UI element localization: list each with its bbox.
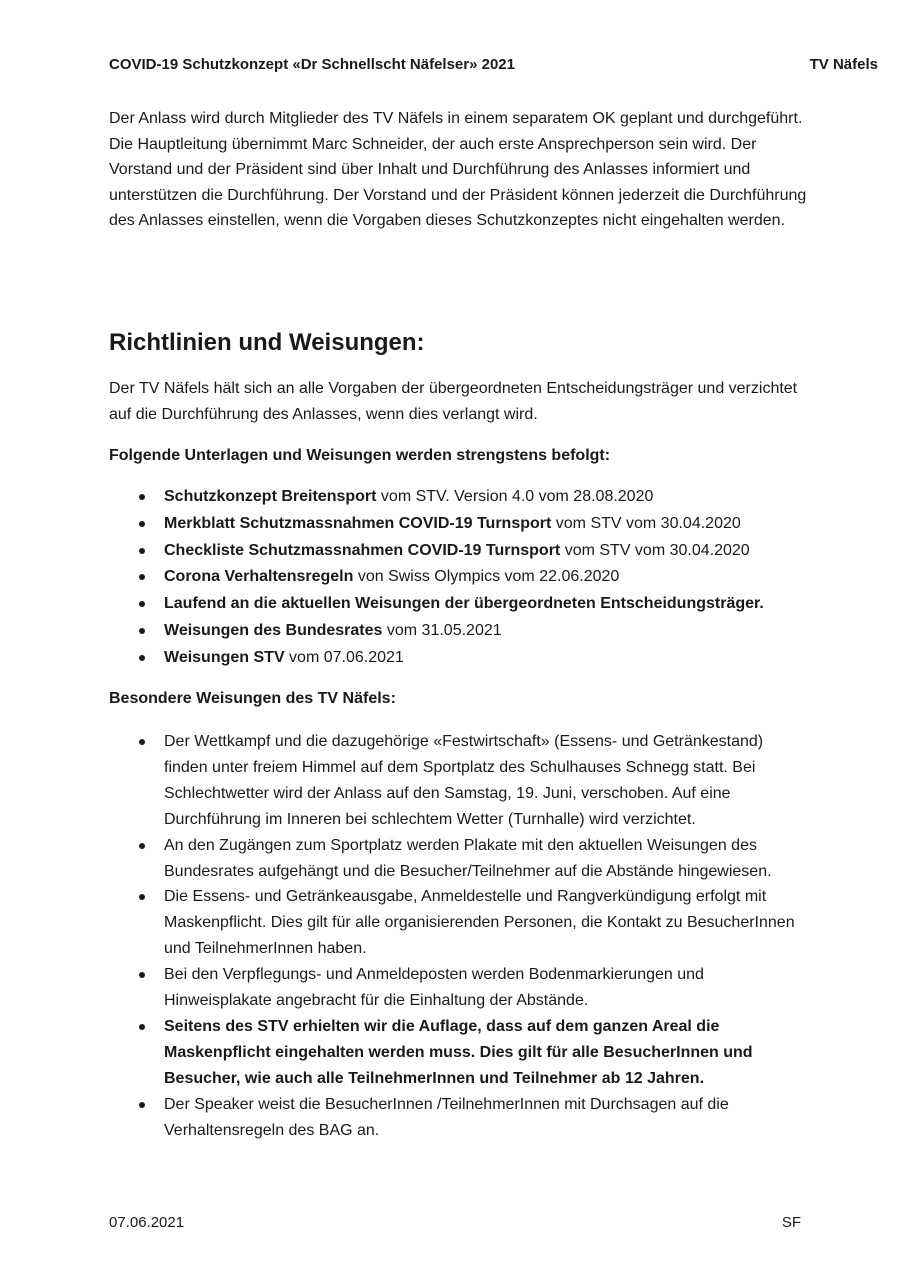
list-item-bold-text: Laufend an die aktuellen Weisungen der übergeordneten Entscheidungsträger. (164, 595, 764, 613)
list-item (109, 618, 809, 645)
bullet-icon (139, 972, 145, 978)
bullet-icon (139, 843, 145, 849)
bullet-icon (139, 521, 145, 527)
list-item-text: von Swiss Olympics vom 22.06.2020 (353, 568, 620, 586)
list-item (109, 962, 809, 1014)
header-title: COVID-19 Schutzkonzept «Dr Schnellscht Näfelser» 2021 (109, 56, 515, 73)
list-item-text: An den Zugängen zum Sportplatz werden Plakate mit den aktuellen Weisungen des Bundesrates aufgehängt und die Besucher/Teilnehmer auf die Abstände hingewiesen. (164, 836, 772, 880)
footer-date: 07.06.2021 (109, 1214, 185, 1231)
list-item (109, 564, 809, 591)
list-item-text: Der Speaker weist die BesucherInnen /TeilnehmerInnen mit Durchsagen auf die Verhaltensregeln des BAG an. (164, 1095, 729, 1139)
bullet-icon (139, 1102, 145, 1108)
list-item (109, 645, 809, 672)
list-item (109, 729, 809, 833)
list-item-bold-text: Schutzkonzept Breitensport (164, 488, 377, 505)
list-item (109, 1092, 809, 1144)
bullet-icon (139, 1024, 145, 1030)
section-paragraph: Der TV Näfels hält sich an alle Vorgaben der übergeordneten Entscheidungsträger und verzichtet auf die Durchführung des Anlasses, wenn dies verlangt wird. (109, 380, 798, 423)
list-item-text: Die Essens- und Getränkeausgabe, Anmeldestelle und Rangverkündigung erfolgt mit Maskenpflicht. Dies gilt für alle organisierenden Personen, die Kontakt zu BesucherInnen und TeilnehmerInnen haben. (164, 888, 795, 958)
bullet-icon (139, 894, 145, 900)
special-heading: Besondere Weisungen des TV Näfels: (109, 690, 396, 707)
page-footer (109, 1213, 801, 1233)
bullet-icon (139, 601, 145, 607)
footer-initials: SF (781, 1214, 801, 1231)
list-item-text: vom STV vom 30.04.2020 (551, 514, 741, 532)
list-item-bold-text: Checkliste Schutzmassnahmen COVID-19 Turnsport (164, 541, 561, 559)
bullet-icon (139, 574, 145, 580)
bullet-icon (139, 548, 145, 554)
bullet-icon (139, 655, 145, 661)
intro-paragraph: Der Anlass wird durch Mitglieder des TV Näfels in einem separatem OK geplant und durchgeführt. Die Hauptleitung übernimmt Marc Schneider, der auch erste Ansprechperson sein wird. Der Vorstand und der Präsident sind über Inhalt und Durchführung des Anlasses informiert und unterstützen die Durchführung. Der Vorstand und der Präsident können jederzeit die Durchführung des Anlasses einstellen, wenn die Vorgaben dieses Schutzkonzeptes nicht eingehalten werden. (109, 110, 807, 229)
special-instructions-list (109, 729, 809, 1144)
header-organization: TV Näfels (809, 56, 878, 73)
list-item (109, 538, 809, 565)
bullet-icon (139, 739, 145, 745)
documents-heading: Folgende Unterlagen und Weisungen werden strengstens befolgt: (109, 447, 611, 464)
list-item (109, 591, 809, 618)
page-header (109, 55, 878, 75)
list-item (109, 484, 809, 511)
section-heading: Richtlinien und Weisungen: (109, 329, 425, 356)
bullet-icon (139, 628, 145, 634)
list-item-bold-text: Weisungen STV (164, 648, 285, 666)
list-item (109, 1014, 809, 1092)
list-item-text: vom STV. Version 4.0 vom 28.08.2020 (376, 488, 654, 505)
list-item-bold-text: Merkblatt Schutzmassnahmen COVID-19 Turnsport (164, 514, 552, 532)
list-item-text: vom 07.06.2021 (284, 648, 404, 666)
list-item (109, 511, 809, 538)
documents-list (109, 484, 809, 672)
list-item-bold-text: Corona Verhaltensregeln (164, 568, 354, 586)
list-item-text: vom 31.05.2021 (382, 621, 502, 639)
list-item-bold-text: Seitens des STV erhielten wir die Auflage, dass auf dem ganzen Areal die Maskenpflicht eingehalten werden muss. Dies gilt für alle BesucherInnen und Besucher, wie auch alle TeilnehmerInnen und Teilnehmer ab 12 Jahren. (164, 1017, 753, 1087)
list-item (109, 884, 809, 962)
bullet-icon (139, 494, 145, 500)
list-item (109, 833, 809, 885)
list-item-bold-text: Weisungen des Bundesrates (164, 621, 383, 639)
list-item-text: Bei den Verpflegungs- und Anmeldeposten werden Bodenmarkierungen und Hinweisplakate angebracht für die Einhaltung der Abstände. (164, 966, 704, 1010)
list-item-text: Der Wettkampf und die dazugehörige «Festwirtschaft» (Essens- und Getränkestand) finden unter freiem Himmel auf dem Sportplatz des Schulhauses Schnegg statt. Bei Schlechtwetter wird der Anlass auf den Samstag, 19. Juni, verschoben. Auf eine Durchführung im Inneren bei schlechtem Wetter (Turnhalle) wird verzichtet. (164, 733, 764, 828)
list-item-text: vom STV vom 30.04.2020 (560, 541, 750, 559)
